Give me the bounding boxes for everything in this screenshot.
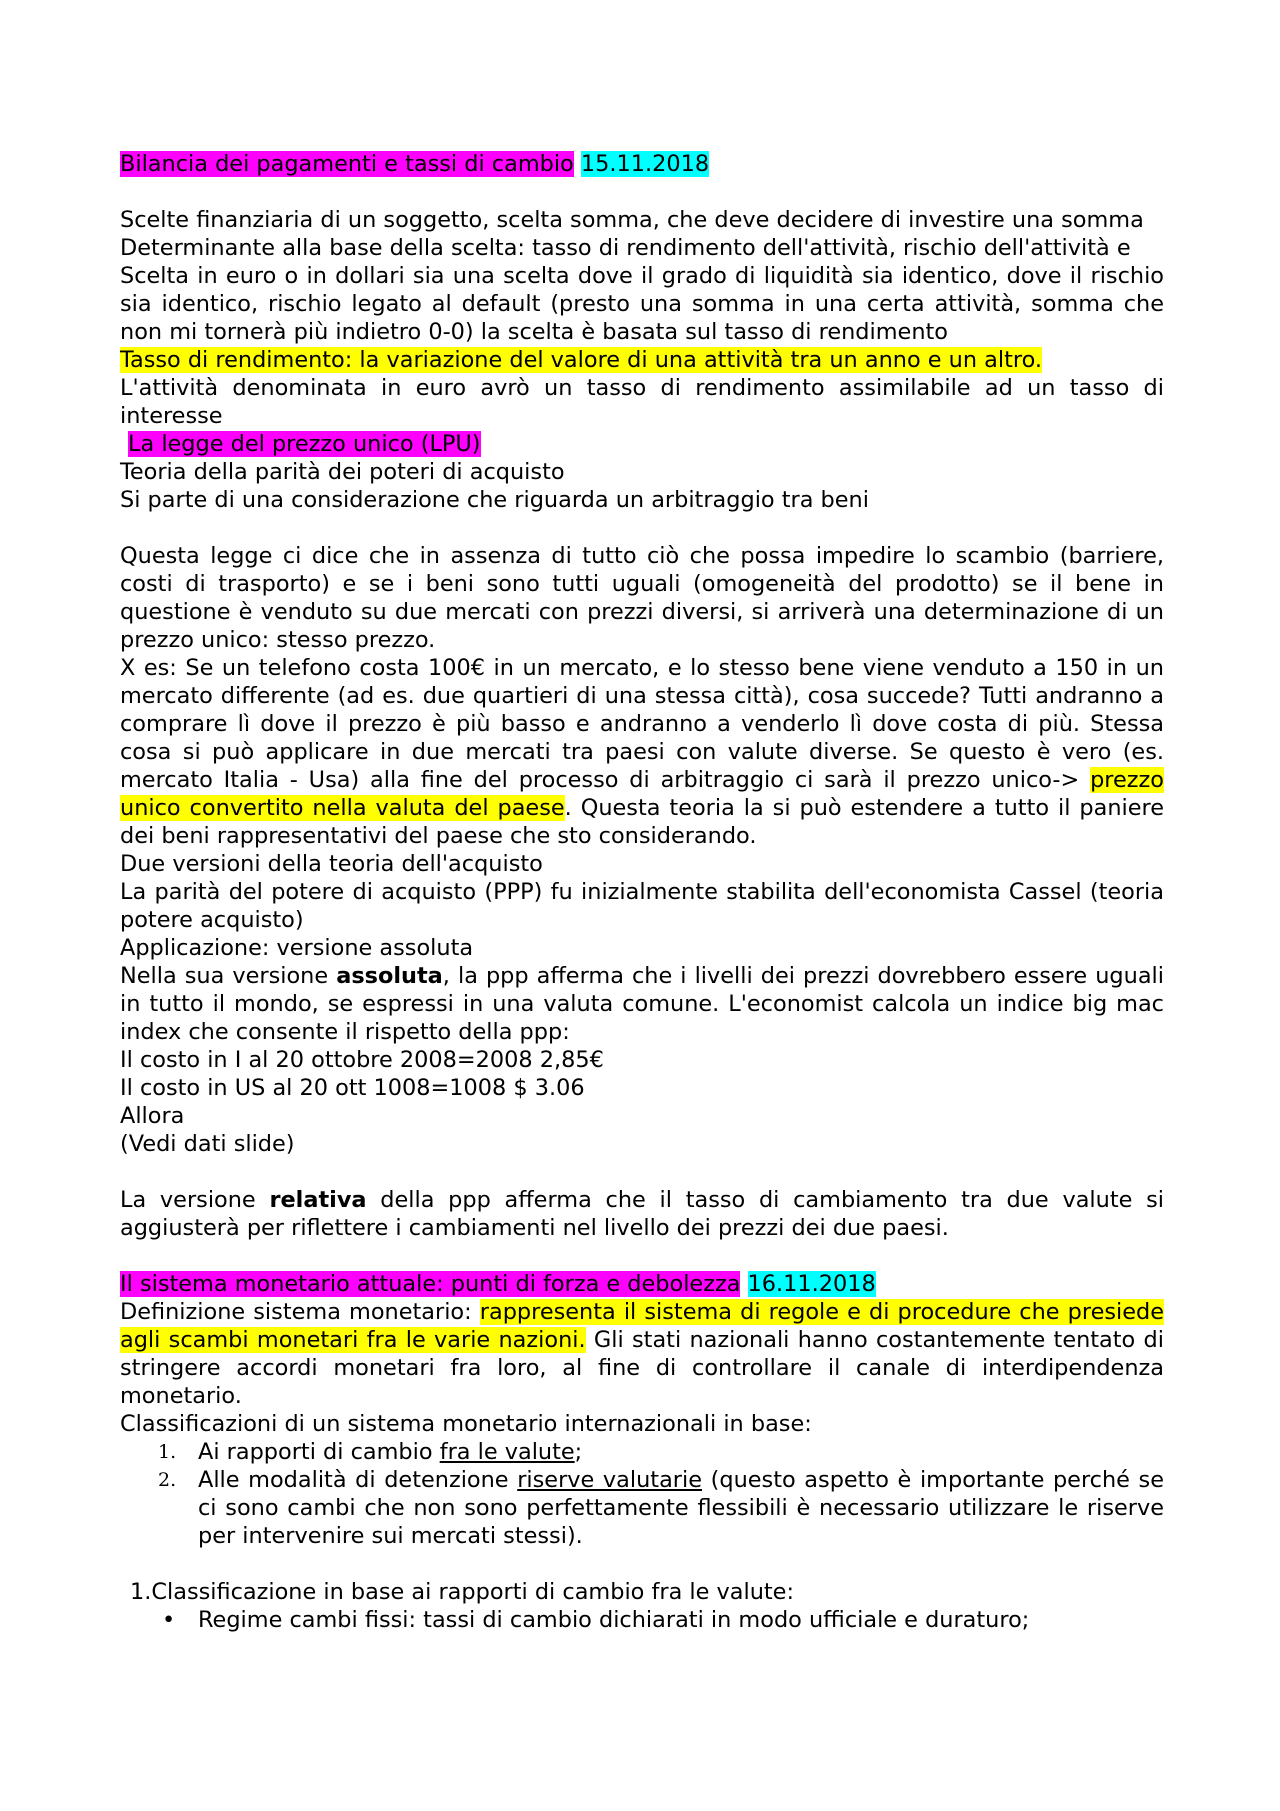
list-item-underline: fra le valute (439, 1439, 575, 1465)
paragraph: Allora (120, 1103, 185, 1129)
blank-line (120, 514, 1164, 542)
section1-heading (120, 150, 1164, 178)
list-item-text: ; (574, 1439, 583, 1465)
highlight-text: Tasso di rendimento: la variazione del valore di una attività tra un anno e un altro. (120, 347, 1043, 373)
list-item (120, 1606, 1164, 1634)
list-item-text: (questo aspetto è importante perché se ci sono cambi che non sono perfettamente flessibili è necessario utilizzare le riserve per intervenire sui mercati stessi). (198, 1467, 1164, 1549)
relative-bold: relativa (269, 1187, 367, 1213)
example-text-1: X es: Se un telefono costa 100€ in un mercato, e lo stesso bene viene venduto a 150 in un mercato differente (ad es. due quartieri di una stessa città), cosa succede? Tutti andranno a comprare lì dove il prezzo è più basso e andranno a venderlo lì dove costa di più. Stessa cosa si può applicare in due mercati tra paesi con valute diverse. Se questo è vero (es. mercato Italia - Usa) alla fine del processo di arbitraggio ci sarà il prezzo unico-> (120, 655, 1164, 793)
blank-line (120, 1242, 1164, 1270)
example-highlight: prezzo unico convertito nella valuta del paese (120, 767, 1164, 821)
paragraph: (Vedi dati slide) (120, 1131, 295, 1157)
lpu-heading (120, 430, 1164, 458)
paragraph: Il costo in US al 20 ott 1008=1008 $ 3.06 (120, 1075, 585, 1101)
paragraph: Classificazioni di un sistema monetario internazionali in base: (120, 1411, 812, 1437)
absolute-text-2: , la ppp afferma che i livelli dei prezzi dovrebbero essere uguali in tutto il mondo, se espressi in una valuta comune. L'economist calcola un indice big mac index che consente il rispetto della ppp: (120, 963, 1164, 1045)
paragraph: 1.Classificazione in base ai rapporti di cambio fra le valute: (130, 1579, 795, 1605)
paragraph: Applicazione: versione assoluta (120, 935, 474, 961)
paragraph-definition (120, 1298, 1164, 1410)
paragraph: Questa legge ci dice che in assenza di tutto ciò che possa impedire lo scambio (barriere, costi di trasporto) e se i beni sono tutti uguali (omogeneità del prodotto) se il bene in questione è venduto su due mercati con prezzi diversi, si arriverà una determinazione di un prezzo unico: stesso prezzo. (120, 543, 1164, 653)
relative-text-2: della ppp afferma che il tasso di cambiamento tra due valute si aggiusterà per riflettere i cambiamenti nel livello dei prezzi dei due paesi. (120, 1187, 1164, 1241)
blank-line (120, 1550, 1164, 1578)
lpu-heading-text: La legge del prezzo unico (LPU) (128, 431, 481, 457)
example-text-2: . Questa teoria la si può estendere a tutto il paniere dei beni rappresentativi del paese che sto considerando. (120, 795, 1164, 849)
section1-date: 15.11.2018 (580, 151, 710, 177)
paragraph: Teoria della parità dei poteri di acquisto (120, 459, 565, 485)
paragraph: Il costo in I al 20 ottobre 2008=2008 2,85€ (120, 1047, 604, 1073)
list-marker: 1. (158, 1441, 177, 1463)
paragraph-absolute (120, 962, 1164, 1046)
numbered-list (120, 1438, 1164, 1550)
paragraph: Due versioni della teoria dell'acquisto (120, 851, 543, 877)
paragraph-relative (120, 1186, 1164, 1242)
section2-heading (120, 1270, 1164, 1298)
absolute-text-1: Nella sua versione (120, 963, 337, 989)
blank-line (120, 1158, 1164, 1186)
definition-text-1: Definizione sistema monetario: (120, 1299, 480, 1325)
paragraph: Scelta in euro o in dollari sia una scelta dove il grado di liquidità sia identico, dove il rischio sia identico, rischio legato al default (presto una somma in una certa attività, somma che non mi tornerà più indietro 0-0) la scelta è basata sul tasso di rendimento (120, 263, 1164, 345)
highlighted-definition (120, 346, 1164, 374)
bullet-icon: • (162, 1607, 176, 1633)
list-item-underline: riserve valutarie (517, 1467, 703, 1493)
definition-highlight: rappresenta il sistema di regole e di procedure che presiede agli scambi monetari fra le varie nazioni. (120, 1299, 1164, 1353)
section2-date: 16.11.2018 (747, 1271, 876, 1297)
paragraph: La parità del potere di acquisto (PPP) fu inizialmente stabilita dell'economista Cassel (teoria potere acquisto) (120, 879, 1164, 933)
paragraph: Si parte di una considerazione che riguarda un arbitraggio tra beni (120, 487, 869, 513)
list-item (120, 1466, 1164, 1550)
document-page (120, 150, 1164, 1634)
section2-title: Il sistema monetario attuale: punti di forza e debolezza (120, 1271, 741, 1297)
definition-text-2: Gli stati nazionali hanno costantemente tentato di stringere accordi monetari fra loro, al fine di controllare il canale di interdipendenza monetario. (120, 1327, 1164, 1409)
absolute-bold: assoluta (336, 963, 443, 989)
paragraph-example (120, 654, 1164, 850)
section1-title: Bilancia dei pagamenti e tassi di cambio (120, 151, 574, 177)
paragraph: L'attività denominata in euro avrò un tasso di rendimento assimilabile ad un tasso di interesse (120, 375, 1164, 429)
list-item-text: Regime cambi fissi: tassi di cambio dichiarati in modo ufficiale e duraturo; (198, 1607, 1030, 1633)
bullet-list (120, 1606, 1164, 1634)
list-item-text: Alle modalità di detenzione (198, 1467, 518, 1493)
paragraph: Determinante alla base della scelta: tasso di rendimento dell'attività, rischio dell'attività e (120, 235, 1131, 261)
relative-text-1: La versione (120, 1187, 270, 1213)
paragraph: Scelte finanziaria di un soggetto, scelta somma, che deve decidere di investire una somma (120, 207, 1144, 233)
list-item-text: Ai rapporti di cambio (198, 1439, 440, 1465)
list-marker: 2. (158, 1469, 177, 1491)
blank-line (120, 178, 1164, 206)
list-item (120, 1438, 1164, 1466)
